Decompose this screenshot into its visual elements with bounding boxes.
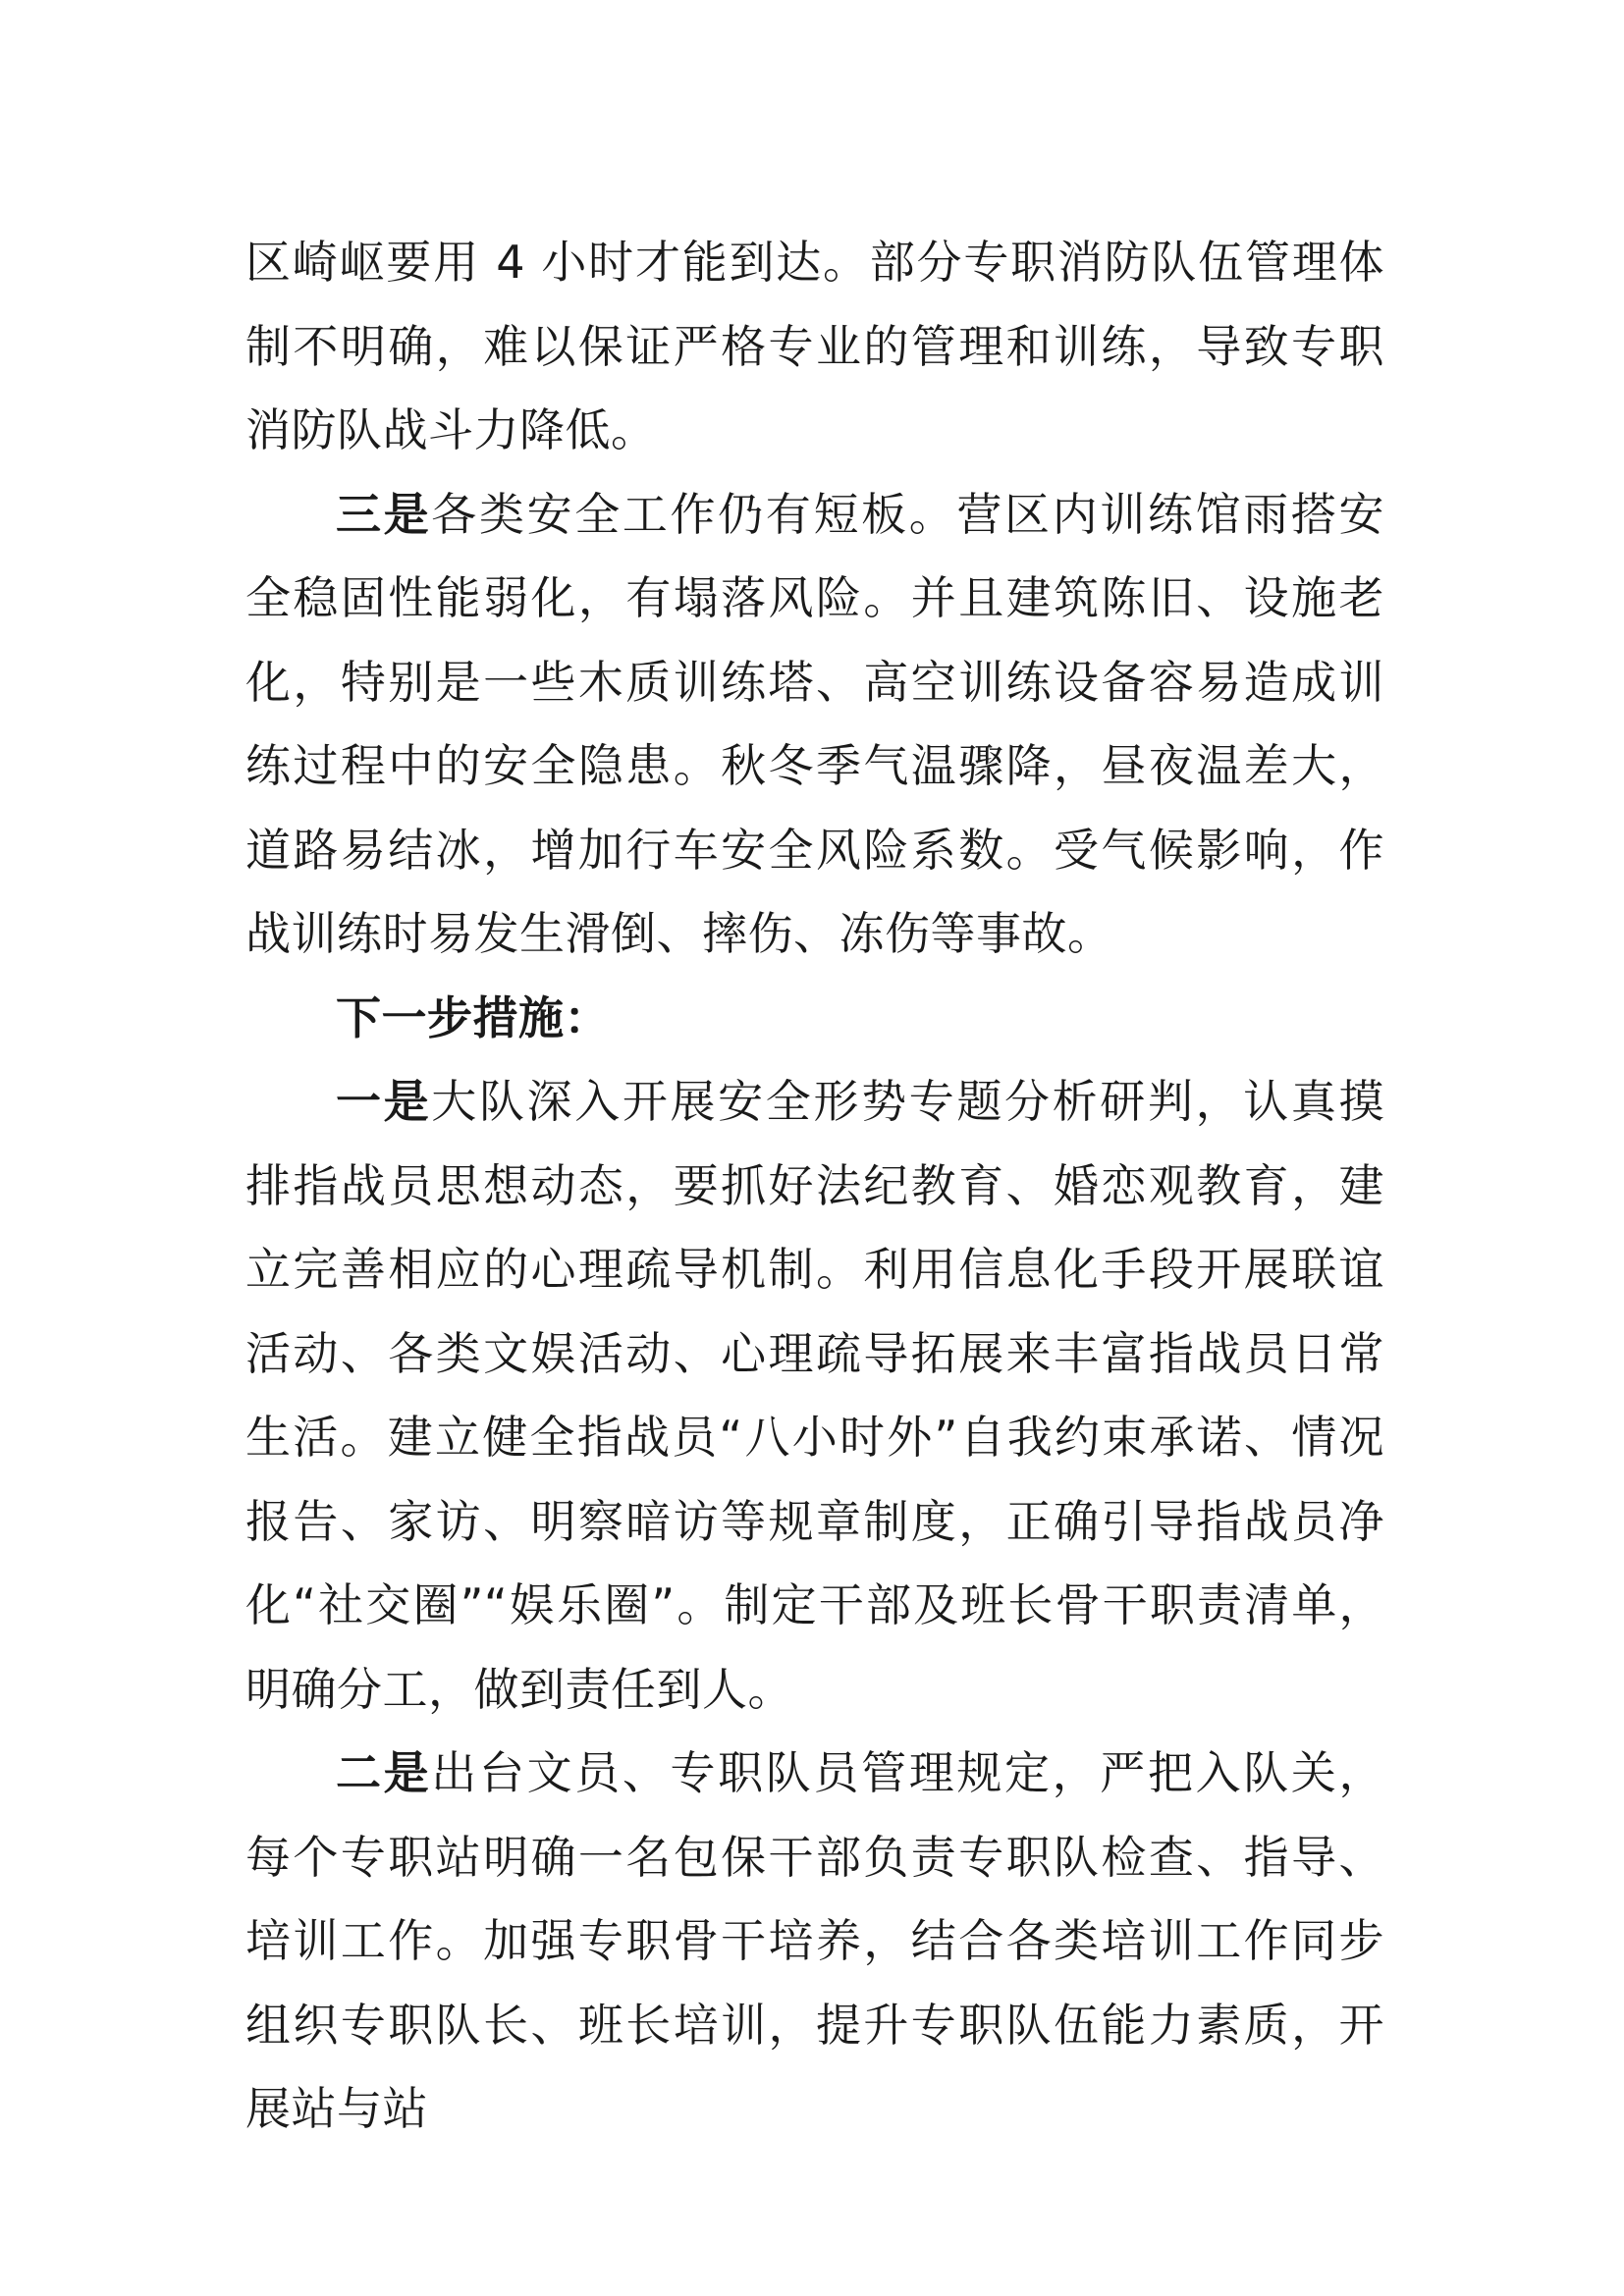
paragraph-text: 各类安全工作仍有短板。营区内训练馆雨搭安全稳固性能弱化，有塌落风险。并且建筑陈旧、设施老化，特别是一些木质训练塔、高空训练设备容易造成训练过程中的安全隐患。秋冬季气温骤降，昼夜温差大，道路易结冰，增加行车安全风险系数。受气候影响，作战训练时易发生滑倒、摔伤、冻伤等事故。 xyxy=(245,487,1385,960)
paragraph-continuation xyxy=(245,221,1384,473)
paragraph-text: 出台文员、专职队员管理规定，严把入队关，每个专职站明确一名包保干部负责专职队检查、指导、培训工作。加强专职骨干培养，结合各类培训工作同步组织专职队长、班长培训，提升专职队伍能力素质，开展站与站 xyxy=(245,1746,1385,2135)
paragraph-lead: 一是 xyxy=(336,1075,432,1128)
paragraph-lead: 二是 xyxy=(336,1746,432,1799)
paragraph-text: 区崎岖要用 4 小时才能到达。部分专职消防队伍管理体制不明确，难以保证严格专业的管理和训练，导致专职消防队战斗力降低。 xyxy=(245,236,1384,456)
section-heading xyxy=(245,977,1384,1061)
paragraph-text: 大队深入开展安全形势专题分析研判，认真摸排指战员思想动态，要抓好法纪教育、婚恋观教育，建立完善相应的心理疏导机制。利用信息化手段开展联谊活动、各类文娱活动、心理疏导拓展来丰富指战员日常生活。建立健全指战员“八小时外”自我约束承诺、情况报告、家访、明察暗访等规章制度，正确引导指战员净化“社交圈”“娱乐圈”。制定干部及班长骨干职责清单，明确分工，做到责任到人。 xyxy=(245,1075,1385,1716)
paragraph-measure-one xyxy=(245,1060,1384,1732)
paragraph-lead: 三是 xyxy=(336,487,432,541)
paragraph-point-three xyxy=(245,473,1384,977)
document-body xyxy=(245,221,1384,2152)
heading-text: 下一步措施： xyxy=(336,990,610,1044)
paragraph-measure-two xyxy=(245,1732,1384,2152)
